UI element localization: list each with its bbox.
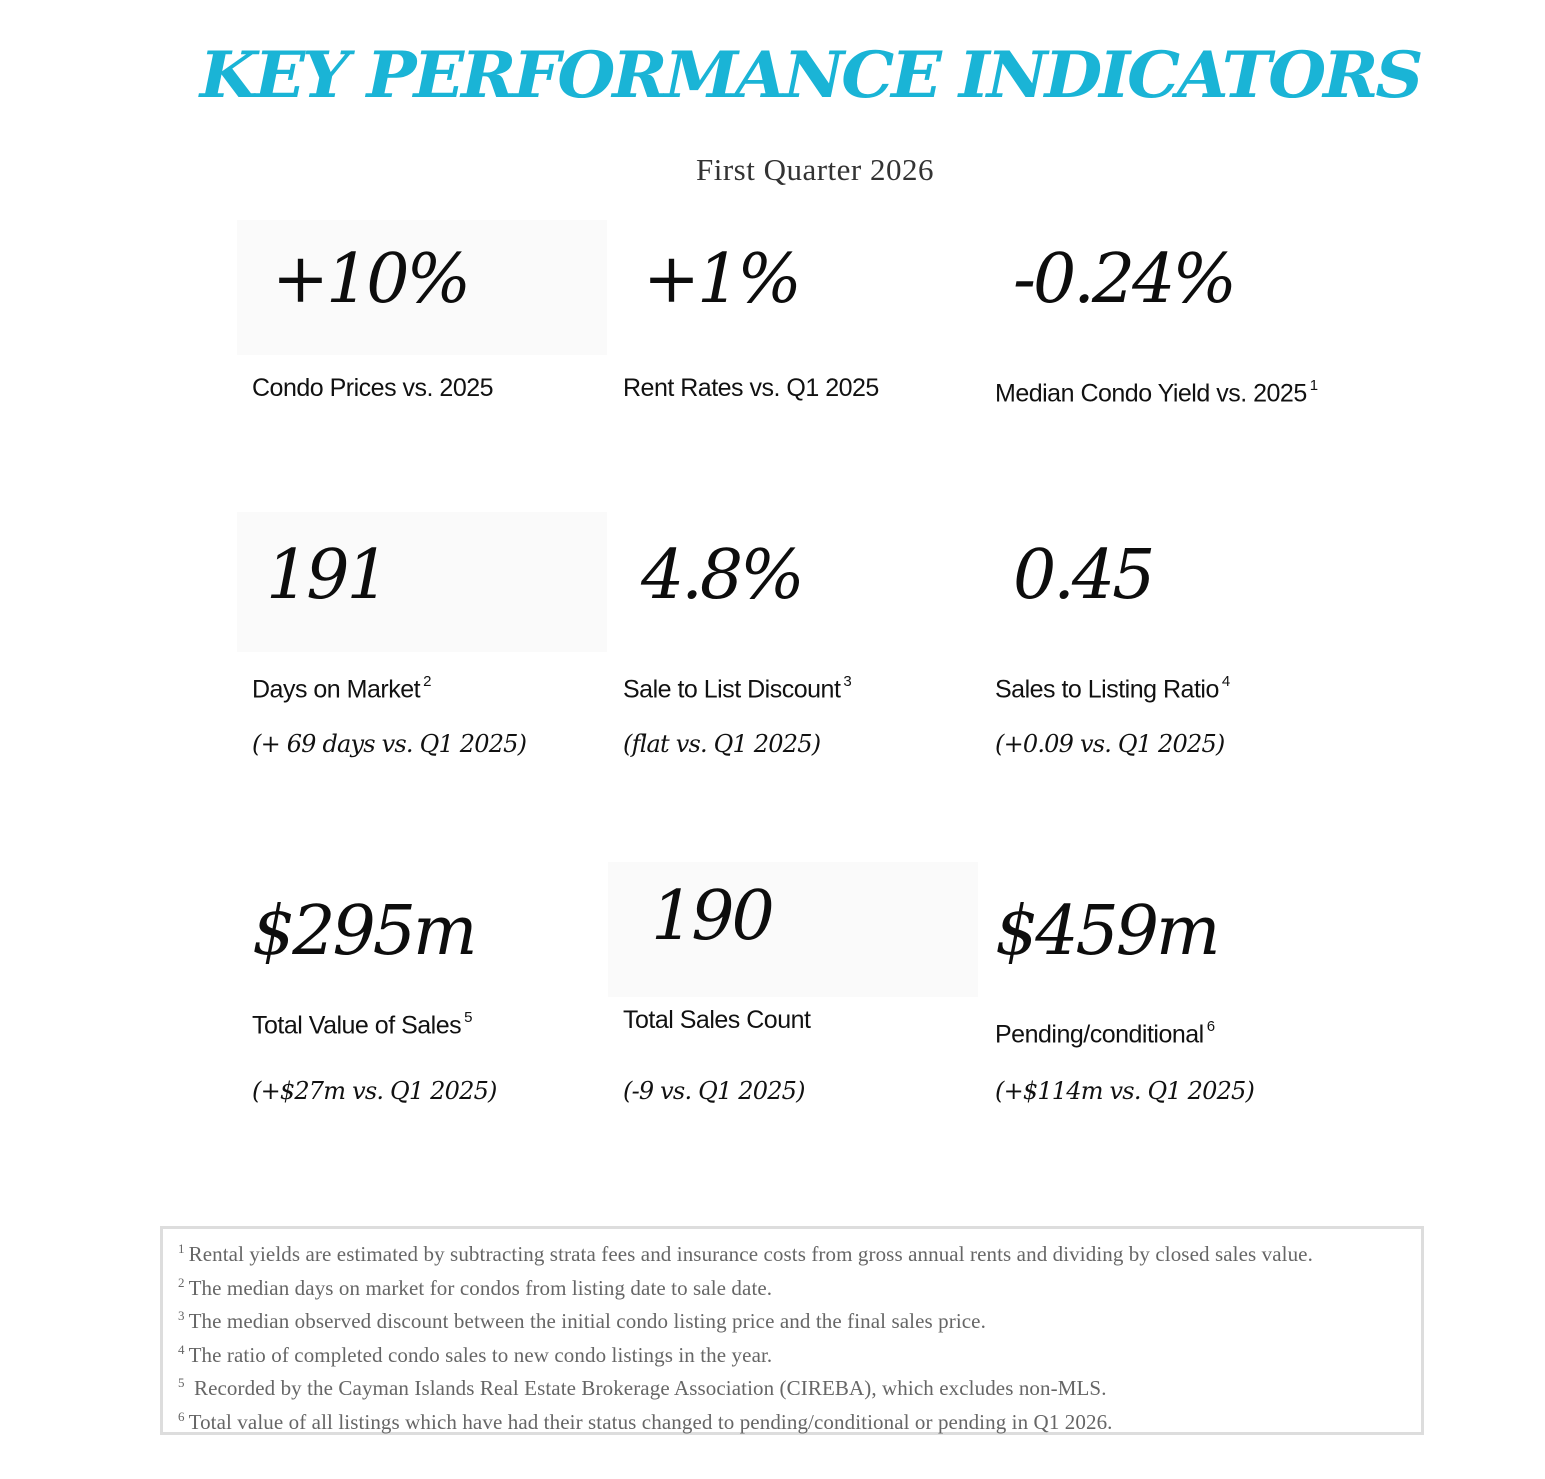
kpi-label: Rent Rates vs. Q1 2025 <box>623 374 879 402</box>
kpi-value: 4.8% <box>641 536 802 615</box>
kpi-label: Median Condo Yield vs. 2025 $^1$ <box>995 377 1318 408</box>
kpi-value: +1% <box>643 240 799 319</box>
footnote-2: $^2$ The median days on market for condos from listing date to sale date. <box>178 1274 773 1300</box>
kpi-pending-conditional <box>995 862 1365 1192</box>
footnote-ref: 2 <box>423 673 431 690</box>
kpi-delta: (+$114m vs. Q1 2025) <box>995 1077 1255 1105</box>
kpi-label: Sale to List Discount $^3$ <box>623 673 852 704</box>
kpi-sales-to-listing-ratio <box>995 512 1365 842</box>
kpi-median-condo-yield <box>995 220 1365 550</box>
footnote-ref: 3 <box>843 673 852 690</box>
kpi-days-on-market <box>252 512 622 842</box>
kpi-value: 190 <box>651 877 772 956</box>
kpi-total-sales-count <box>623 862 993 1192</box>
kpi-delta: (+ 69 days vs. Q1 2025) <box>252 730 527 758</box>
kpi-delta: (+$27m vs. Q1 2025) <box>252 1077 497 1105</box>
kpi-value: 0.45 <box>1013 536 1153 615</box>
kpi-total-value-of-sales <box>252 862 622 1192</box>
kpi-sale-to-list-discount <box>623 512 993 842</box>
kpi-label: Total Value of Sales $^5$ <box>252 1009 472 1040</box>
kpi-label: Condo Prices vs. 2025 <box>252 374 494 402</box>
footnote-ref: 6 <box>1206 1018 1215 1035</box>
kpi-value: -0.24% <box>1013 240 1234 319</box>
footnote-ref: 1 <box>1309 377 1318 394</box>
kpi-value: $295m <box>252 892 475 971</box>
footnote-4: $^4$ The ratio of completed condo sales to new condo listings in the year. <box>178 1341 773 1367</box>
footnotes-box <box>160 1226 1424 1435</box>
kpi-label: Sales to Listing Ratio $^4$ <box>995 673 1230 704</box>
kpi-value: +10% <box>272 240 469 319</box>
kpi-value: 191 <box>266 536 387 615</box>
page-subtitle: First Quarter 2026 <box>695 152 935 187</box>
footnote-ref: 4 <box>1221 673 1230 690</box>
footnote-ref: 5 <box>464 1009 472 1026</box>
footnote-3: $^3$ The median observed discount between the initial condo listing price and the final sales price. <box>178 1308 986 1333</box>
kpi-label: Pending/conditional $^6$ <box>995 1018 1215 1049</box>
footnote-5: $^5$ Recorded by the Cayman Islands Real Estate Brokerage Association (CIREBA), which excludes non-MLS. <box>178 1375 1107 1400</box>
kpi-delta: (flat vs. Q1 2025) <box>623 730 821 758</box>
kpi-delta: (-9 vs. Q1 2025) <box>623 1077 805 1105</box>
footnote-6: $^6$ Total value of all listings which have had their status changed to pending/conditional or pending in Q1 2026. <box>178 1408 1113 1434</box>
footnote-1: $^1$ Rental yields are estimated by subtracting strata fees and insurance costs from gross annual rents and dividing by closed sales value. <box>178 1241 1313 1266</box>
kpi-rent-rates <box>623 220 993 550</box>
kpi-condo-prices <box>252 220 622 550</box>
kpi-value: $459m <box>995 892 1218 971</box>
kpi-delta: (+0.09 vs. Q1 2025) <box>995 730 1225 758</box>
kpi-label: Days on Market $^2$ <box>252 673 431 704</box>
page-title: KEY PERFORMANCE INDICATORS <box>199 38 1421 113</box>
kpi-label: Total Sales Count <box>623 1006 811 1034</box>
